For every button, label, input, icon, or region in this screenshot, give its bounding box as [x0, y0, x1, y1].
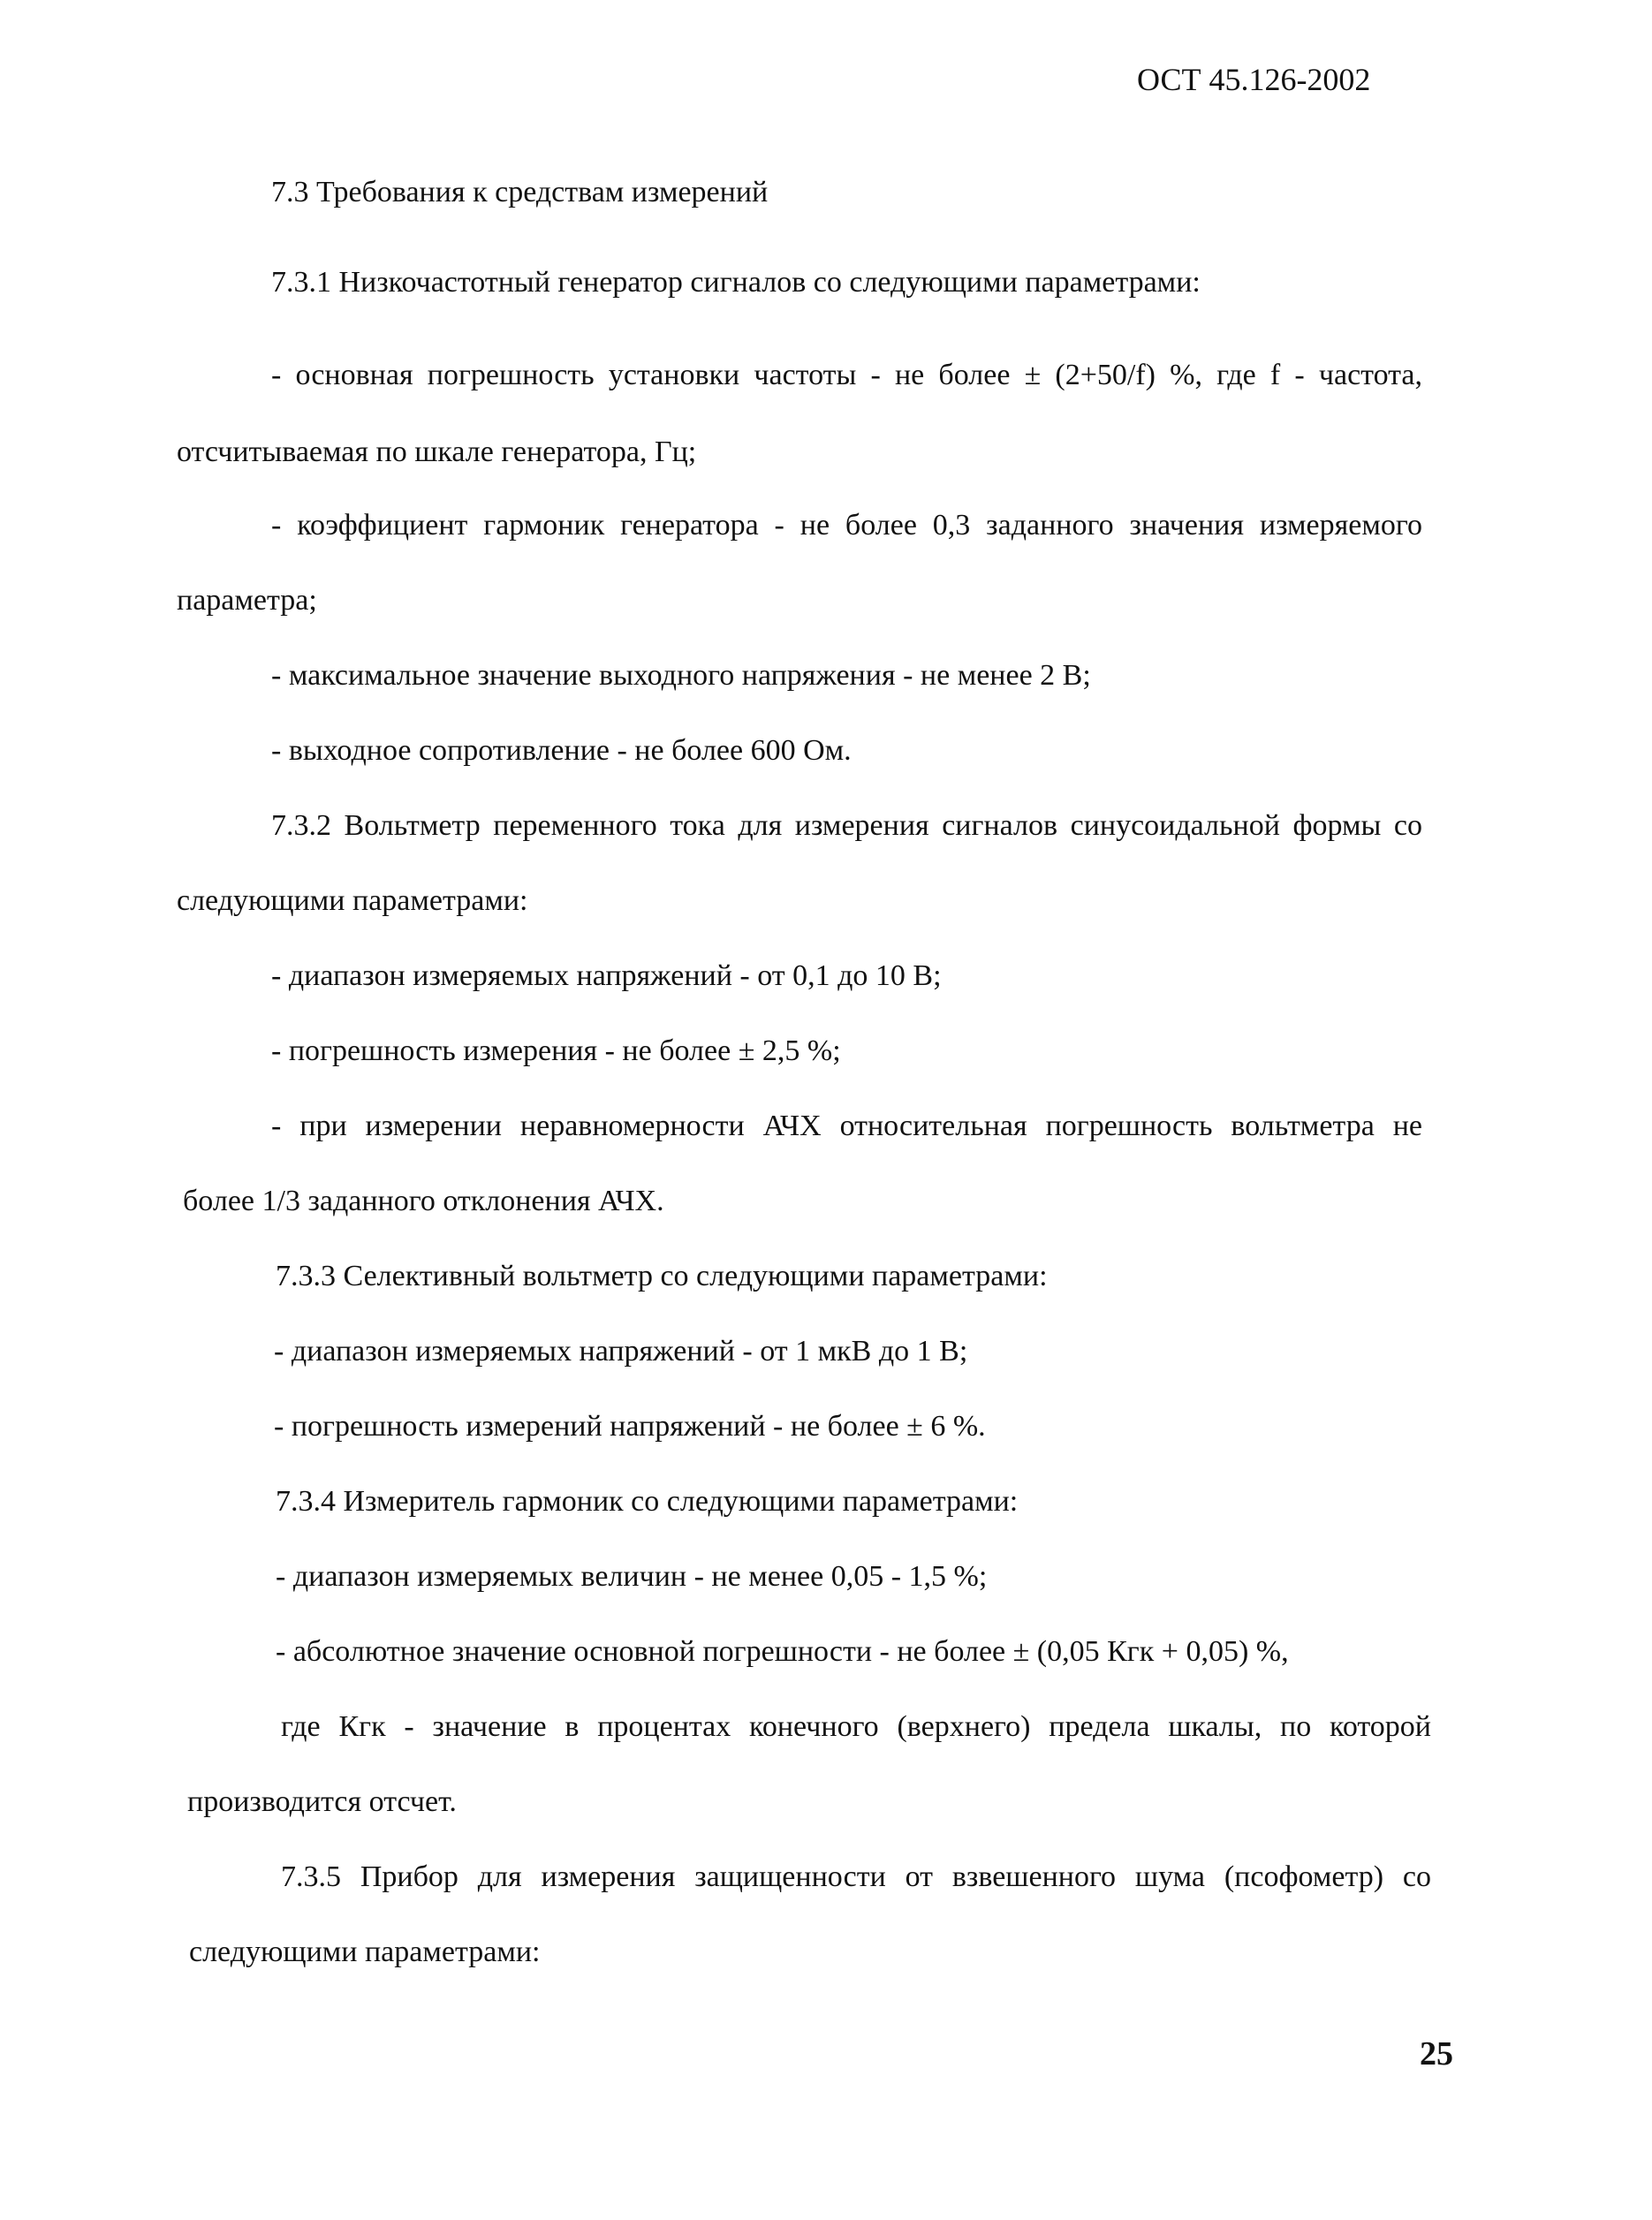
paragraph-line: параметра;	[177, 584, 317, 617]
paragraph-line: где Кгк - значение в процентах конечного (верхнего) предела шкалы, по которой	[281, 1710, 1431, 1743]
paragraph-line: - основная погрешность установки частоты - не более ± (2+50/f) %, где f - частота,	[271, 359, 1422, 391]
paragraph-line: - диапазон измеряемых напряжений - от 1 мкВ до 1 В;	[274, 1335, 968, 1368]
section-heading: 7.3.3 Селективный вольтметр со следующими параметрами:	[276, 1260, 1048, 1292]
paragraph-line: - диапазон измеряемых величин - не менее 0,05 - 1,5 %;	[276, 1560, 988, 1593]
paragraph-line: - максимальное значение выходного напряжения - не менее 2 В;	[271, 659, 1091, 692]
paragraph-line: - выходное сопротивление - не более 600 Ом.	[271, 734, 852, 767]
paragraph-line: - коэффициент гармоник генератора - не более 0,3 заданного значения измеряемого	[271, 509, 1422, 542]
paragraph-line: - погрешность измерения - не более ± 2,5 %;	[271, 1034, 841, 1067]
paragraph-line: - при измерении неравномерности АЧХ относительная погрешность вольтметра не	[271, 1110, 1422, 1142]
document-code: ОСТ 45.126-2002	[1137, 62, 1371, 97]
paragraph-line: 7.3.2 Вольтметр переменного тока для измерения сигналов синусоидальной формы со	[271, 809, 1422, 842]
paragraph-line: отсчитываемая по шкале генератора, Гц;	[177, 436, 697, 468]
paragraph-line: - погрешность измерений напряжений - не более ± 6 %.	[274, 1410, 986, 1443]
section-heading: 7.3.4 Измеритель гармоник со следующими параметрами:	[276, 1485, 1019, 1518]
paragraph-line: - абсолютное значение основной погрешности - не более ± (0,05 Кгк + 0,05) %,	[276, 1635, 1289, 1668]
paragraph-line: следующими параметрами:	[177, 884, 528, 917]
page-number: 25	[1420, 2035, 1453, 2072]
paragraph-line: следующими параметрами:	[189, 1936, 541, 1968]
paragraph-line: 7.3.1 Низкочастотный генератор сигналов со следующими параметрами:	[271, 266, 1201, 299]
paragraph-line: более 1/3 заданного отклонения АЧХ.	[183, 1185, 664, 1217]
section-heading: 7.3 Требования к средствам измерений	[271, 176, 769, 208]
paragraph-line: производится отсчет.	[187, 1785, 457, 1818]
paragraph-line: - диапазон измеряемых напряжений - от 0,1 до 10 В;	[271, 959, 942, 992]
paragraph-line: 7.3.5 Прибор для измерения защищенности от взвешенного шума (псофометр) со	[281, 1860, 1431, 1893]
